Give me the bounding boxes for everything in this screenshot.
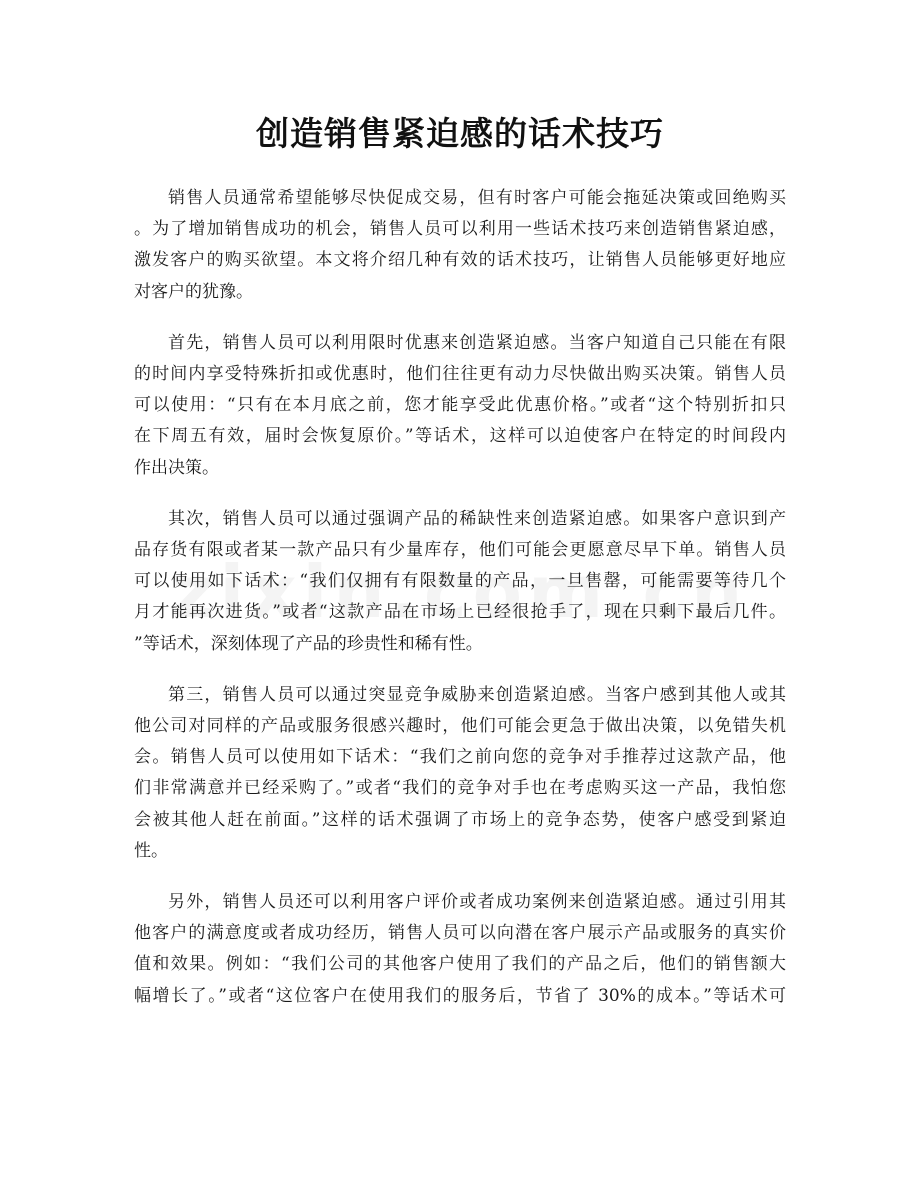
text-line: 幅增长了。”或者“这位客户在使用我们的服务后，节省了 30%的成本。”等话术可: [134, 985, 786, 1006]
text-line: 在下周五有效，届时会恢复原价。”等话术，这样可以迫使客户在特定的时间段内: [134, 426, 786, 447]
text-line: 品存货有限或者某一款产品只有少量库存，他们可能会更愿意尽早下单。销售人员: [134, 540, 786, 561]
text-line: 。为了增加销售成功的机会，销售人员可以利用一些话术技巧来创造销售紧迫感，: [134, 219, 786, 240]
text-line: 月才能再次进货。”或者“这款产品在市场上已经很抢手了，现在只剩下最后几件。: [134, 602, 786, 623]
text-line: 另外，销售人员还可以利用客户评价或者成功案例来创造紧迫感。通过引用其: [168, 892, 786, 913]
text-line: 会被其他人赶在前面。”这样的话术强调了市场上的竞争态势，使客户感受到紧迫: [134, 809, 786, 830]
document-body: [134, 183, 786, 1032]
text-line: 会。销售人员可以使用如下话术：“我们之前向您的竞争对手推荐过这款产品，他: [134, 747, 786, 768]
paragraph: [134, 183, 786, 308]
text-line: 他客户的满意度或者成功经历，销售人员可以向潜在客户展示产品或服务的真实价: [134, 923, 786, 944]
paragraph: [134, 328, 786, 484]
text-line: 们非常满意并已经采购了。”或者“我们的竞争对手也在考虑购买这一产品，我怕您: [134, 778, 786, 799]
text-line: 首先，销售人员可以利用限时优惠来创造紧迫感。当客户知道自己只能在有限: [168, 332, 786, 353]
text-line: 作出决策。: [134, 457, 219, 478]
text-line: 的时间内享受特殊折扣或优惠时，他们往往更有动力尽快做出购买决策。销售人员: [134, 364, 786, 385]
text-line: 第三，销售人员可以通过突显竞争威胁来创造紧迫感。当客户感到其他人或其: [168, 684, 786, 705]
page-title: 创造销售紧迫感的话术技巧: [256, 114, 664, 153]
paragraph: [134, 504, 786, 660]
text-line: 值和效果。例如：“我们公司的其他客户使用了我们的产品之后，他们的销售额大: [134, 954, 786, 975]
text-line: 性。: [134, 840, 168, 861]
text-line: 对客户的犹豫。: [134, 281, 253, 302]
text-line: 他公司对同样的产品或服务很感兴趣时，他们可能会更急于做出决策，以免错失机: [134, 716, 786, 737]
text-line: 激发客户的购买欲望。本文将介绍几种有效的话术技巧，让销售人员能够更好地应: [134, 250, 786, 271]
text-line: ”等话术，深刻体现了产品的珍贵性和稀有性。: [134, 633, 483, 654]
text-line: 其次，销售人员可以通过强调产品的稀缺性来创造紧迫感。如果客户意识到产: [168, 508, 786, 529]
paragraph: [134, 887, 786, 1012]
text-line: 可以使用：“只有在本月底之前，您才能享受此优惠价格。”或者“这个特别折扣只: [134, 395, 786, 416]
text-line: 可以使用如下话术：“我们仅拥有有限数量的产品，一旦售罄，可能需要等待几个: [134, 571, 786, 592]
paragraph: [134, 680, 786, 867]
text-line: 销售人员通常希望能够尽快促成交易，但有时客户可能会拖延决策或回绝购买: [168, 188, 786, 208]
